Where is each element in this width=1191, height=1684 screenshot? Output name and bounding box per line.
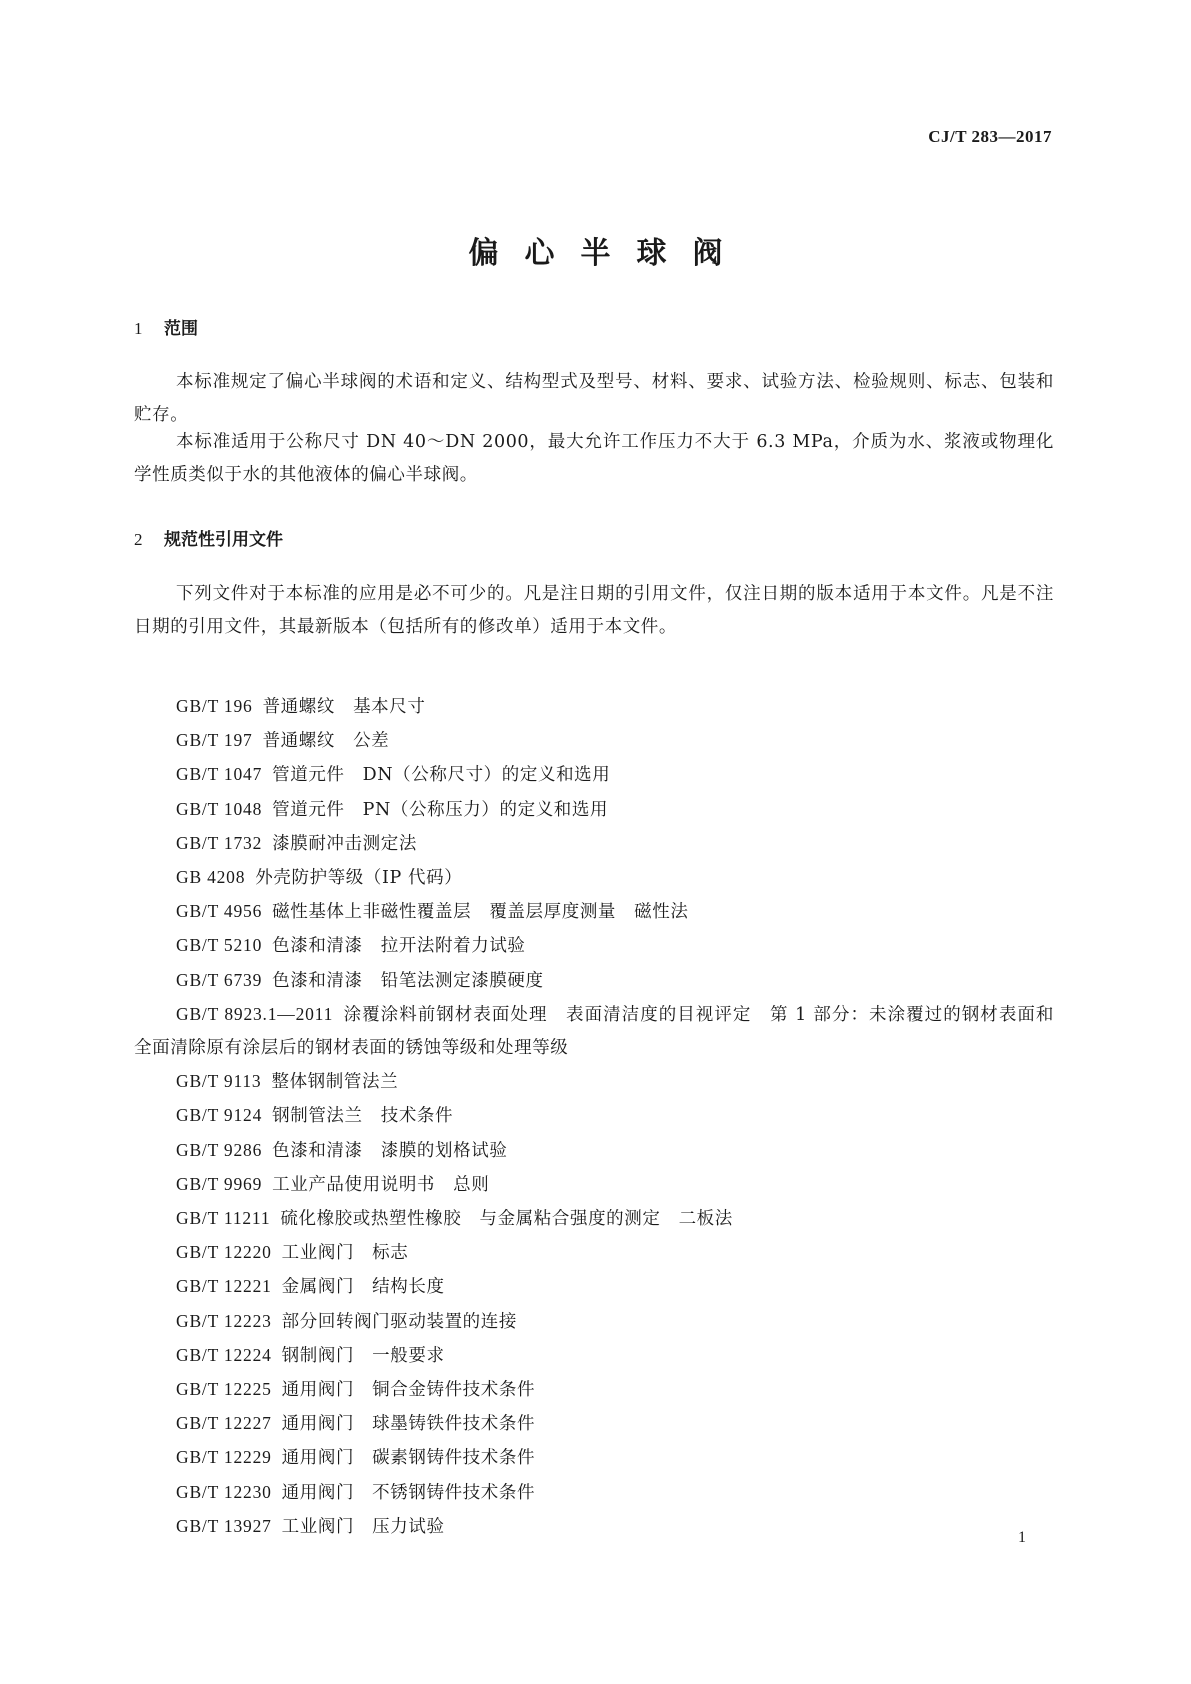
reference-item <box>134 1065 1054 1099</box>
reference-code: GB/T 12229 <box>176 1447 272 1468</box>
reference-item <box>134 724 1054 758</box>
reference-item <box>134 1476 1054 1510</box>
reference-title: 钢制阀门 一般要求 <box>281 1345 445 1366</box>
reference-code: GB/T 11211 <box>176 1208 271 1229</box>
reference-item <box>134 1099 1054 1133</box>
document-title: 偏心半球阀 <box>468 236 749 271</box>
reference-title: 通用阀门 铜合金铸件技术条件 <box>281 1380 536 1401</box>
reference-code: GB/T 12221 <box>176 1276 272 1297</box>
reference-code: GB/T 12223 <box>176 1310 272 1331</box>
section-2-heading <box>134 525 283 550</box>
scope-paragraph-2: 本标准适用于公称尺寸 DN 40～DN 2000，最大允许工作压力不大于 6.3 MPa，介质为水、浆液或物理化学性质类似于水的其他液体的偏心半球阀。 <box>134 432 1054 485</box>
reference-code: GB/T 196 <box>176 696 253 716</box>
reference-title: 整体钢制管法兰 <box>271 1072 399 1093</box>
reference-title: 普通螺纹 公差 <box>262 731 390 752</box>
reference-code: GB/T 4956 <box>176 901 263 922</box>
reference-item <box>134 1134 1054 1168</box>
reference-item <box>134 1168 1054 1202</box>
reference-item <box>134 758 1054 792</box>
reference-code: GB 4208 <box>176 867 246 888</box>
section-2-title: 规范性引用文件 <box>164 530 283 550</box>
reference-item <box>134 1510 1054 1544</box>
reference-title: 工业产品使用说明书 总则 <box>272 1174 490 1195</box>
reference-title: 色漆和清漆 铅笔法测定漆膜硬度 <box>272 970 544 991</box>
reference-code: GB/T 8923.1—2011 <box>176 1003 334 1024</box>
reference-title: 外壳防护等级（IP 代码） <box>255 868 463 889</box>
reference-item <box>134 827 1054 861</box>
reference-code: GB/T 12224 <box>176 1344 272 1365</box>
reference-item <box>134 895 1054 929</box>
reference-item <box>134 1270 1054 1304</box>
reference-item <box>134 964 1054 998</box>
reference-title: 金属阀门 结构长度 <box>281 1277 445 1298</box>
reference-item <box>134 1407 1054 1441</box>
reference-title: 通用阀门 碳素钢铸件技术条件 <box>281 1448 536 1469</box>
reference-title: 漆膜耐冲击测定法 <box>272 833 417 854</box>
reference-item <box>134 929 1054 963</box>
section-1-heading <box>134 314 198 339</box>
reference-title: 涂覆涂料前钢材表面处理 表面清洁度的目视评定 第 1 部分：未涂覆过的钢材表面和全面清除原有涂层后的钢材表面的锈蚀等级和处理等级 <box>134 1004 1054 1059</box>
reference-title: 硫化橡胶或热塑性橡胶 与金属粘合强度的测定 二板法 <box>280 1209 733 1230</box>
reference-item <box>134 1236 1054 1270</box>
reference-code: GB/T 12220 <box>176 1242 272 1263</box>
reference-code: GB/T 9969 <box>176 1173 263 1194</box>
reference-item <box>134 861 1054 895</box>
standard-number: CJ/T 283—2017 <box>928 127 1052 146</box>
reference-title: 通用阀门 球墨铸铁件技术条件 <box>281 1414 536 1435</box>
reference-list <box>134 690 1054 1544</box>
reference-title: 工业阀门 标志 <box>281 1243 409 1264</box>
reference-code: GB/T 1048 <box>176 798 263 819</box>
reference-code: GB/T 1732 <box>176 832 263 853</box>
reference-code: GB/T 197 <box>176 730 253 751</box>
reference-title: 部分回转阀门驱动装置的连接 <box>281 1311 517 1332</box>
reference-code: GB/T 6739 <box>176 969 263 990</box>
reference-code: GB/T 12227 <box>176 1413 272 1434</box>
reference-item <box>134 793 1054 827</box>
reference-title: 管道元件 PN（公称压力）的定义和选用 <box>272 799 609 820</box>
reference-title: 色漆和清漆 漆膜的划格试验 <box>272 1140 508 1161</box>
section-2-number: 2 <box>134 530 143 549</box>
reference-item <box>134 1202 1054 1236</box>
reference-title: 钢制管法兰 技术条件 <box>272 1106 454 1127</box>
reference-code: GB/T 5210 <box>176 935 263 956</box>
reference-code: GB/T 9113 <box>176 1071 262 1092</box>
section-1-number: 1 <box>134 319 143 338</box>
reference-title: 工业阀门 压力试验 <box>281 1516 445 1537</box>
reference-code: GB/T 13927 <box>176 1515 272 1536</box>
reference-item <box>134 998 1054 1065</box>
reference-code: GB/T 12225 <box>176 1379 272 1400</box>
reference-title: 磁性基体上非磁性覆盖层 覆盖层厚度测量 磁性法 <box>272 902 689 923</box>
reference-code: GB/T 12230 <box>176 1481 272 1502</box>
reference-title: 色漆和清漆 拉开法附着力试验 <box>272 936 526 957</box>
reference-title: 普通螺纹 基本尺寸 <box>262 697 426 717</box>
reference-code: GB/T 9286 <box>176 1139 263 1160</box>
reference-title: 通用阀门 不锈钢铸件技术条件 <box>281 1482 536 1503</box>
reference-item <box>134 1339 1054 1373</box>
reference-title: 管道元件 DN（公称尺寸）的定义和选用 <box>272 765 611 786</box>
reference-code: GB/T 1047 <box>176 764 263 785</box>
reference-item <box>134 1373 1054 1407</box>
section-1-title: 范围 <box>164 319 198 339</box>
reference-item <box>134 1305 1054 1339</box>
reference-item <box>134 1441 1054 1475</box>
reference-item <box>134 690 1054 724</box>
page-number: 1 <box>1018 1529 1026 1546</box>
reference-code: GB/T 9124 <box>176 1105 263 1126</box>
scope-paragraph-1: 本标准规定了偏心半球阀的术语和定义、结构型式及型号、材料、要求、试验方法、检验规则、标志、包装和贮存。 <box>134 372 1054 425</box>
references-intro: 下列文件对于本标准的应用是必不可少的。凡是注日期的引用文件，仅注日期的版本适用于本文件。凡是不注日期的引用文件，其最新版本（包括所有的修改单）适用于本文件。 <box>134 584 1054 637</box>
